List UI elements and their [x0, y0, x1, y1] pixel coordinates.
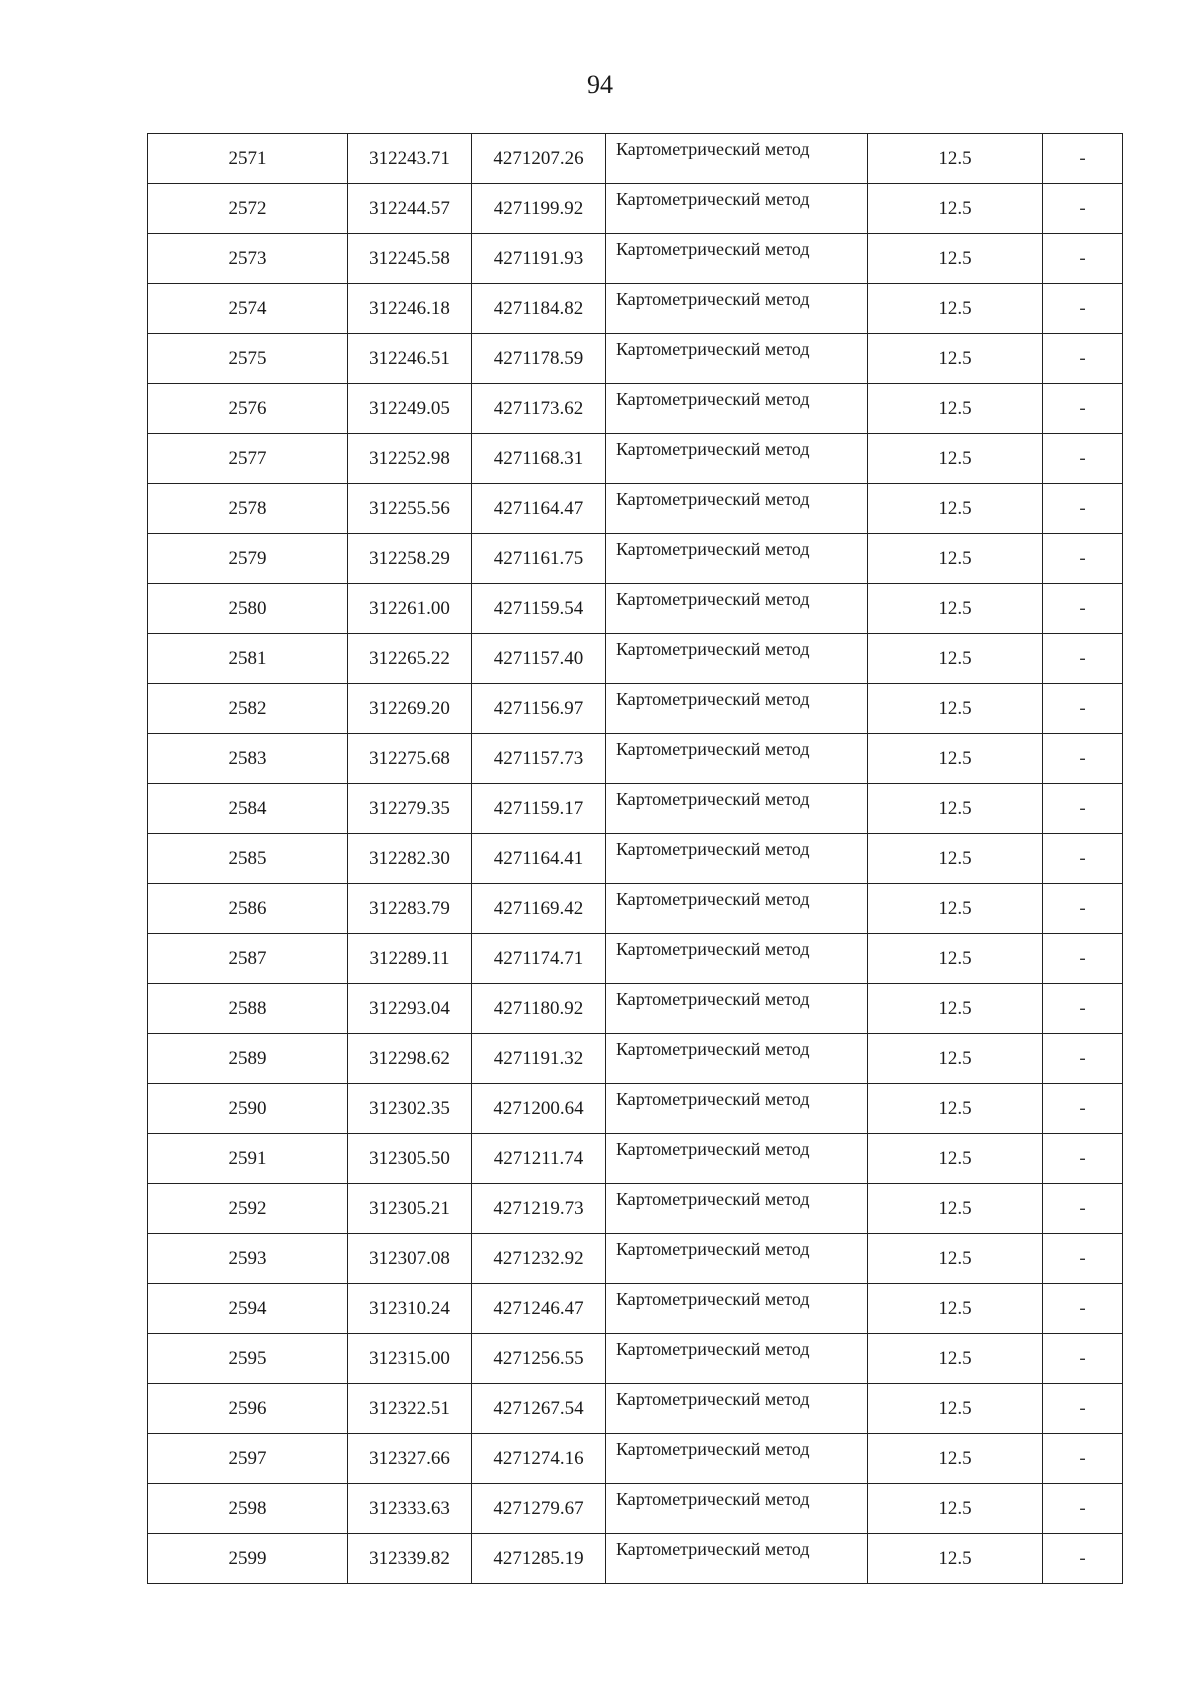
accuracy-cell: 12.5: [868, 134, 1043, 184]
table-row: [148, 784, 1123, 834]
y-coordinate-cell: 4271159.17: [472, 784, 606, 834]
accuracy-cell: 12.5: [868, 484, 1043, 534]
y-coordinate-cell: 4271164.41: [472, 834, 606, 884]
method-cell: Картометрический метод: [606, 184, 868, 234]
accuracy-cell: 12.5: [868, 584, 1043, 634]
method-cell: Картометрический метод: [606, 234, 868, 284]
note-cell: -: [1043, 284, 1123, 334]
method-cell: Картометрический метод: [606, 384, 868, 434]
method-cell: Картометрический метод: [606, 1284, 868, 1334]
point-number-cell: 2595: [148, 1334, 348, 1384]
accuracy-cell: 12.5: [868, 334, 1043, 384]
point-number-cell: 2586: [148, 884, 348, 934]
x-coordinate-cell: 312322.51: [348, 1384, 472, 1434]
note-cell: -: [1043, 784, 1123, 834]
accuracy-cell: 12.5: [868, 1134, 1043, 1184]
x-coordinate-cell: 312339.82: [348, 1534, 472, 1584]
point-number-cell: 2592: [148, 1184, 348, 1234]
note-cell: -: [1043, 1084, 1123, 1134]
method-cell: Картометрический метод: [606, 984, 868, 1034]
point-number-cell: 2594: [148, 1284, 348, 1334]
note-cell: -: [1043, 984, 1123, 1034]
y-coordinate-cell: 4271191.32: [472, 1034, 606, 1084]
method-cell: Картометрический метод: [606, 484, 868, 534]
y-coordinate-cell: 4271232.92: [472, 1234, 606, 1284]
point-number-cell: 2587: [148, 934, 348, 984]
point-number-cell: 2591: [148, 1134, 348, 1184]
table-row: [148, 934, 1123, 984]
y-coordinate-cell: 4271279.67: [472, 1484, 606, 1534]
accuracy-cell: 12.5: [868, 784, 1043, 834]
accuracy-cell: 12.5: [868, 984, 1043, 1034]
x-coordinate-cell: 312310.24: [348, 1284, 472, 1334]
x-coordinate-cell: 312315.00: [348, 1334, 472, 1384]
method-cell: Картометрический метод: [606, 734, 868, 784]
note-cell: -: [1043, 1384, 1123, 1434]
x-coordinate-cell: 312245.58: [348, 234, 472, 284]
table-row: [148, 1484, 1123, 1534]
method-cell: Картометрический метод: [606, 1534, 868, 1584]
y-coordinate-cell: 4271161.75: [472, 534, 606, 584]
x-coordinate-cell: 312298.62: [348, 1034, 472, 1084]
table-row: [148, 834, 1123, 884]
note-cell: -: [1043, 1234, 1123, 1284]
y-coordinate-cell: 4271246.47: [472, 1284, 606, 1334]
note-cell: -: [1043, 134, 1123, 184]
y-coordinate-cell: 4271184.82: [472, 284, 606, 334]
note-cell: -: [1043, 534, 1123, 584]
method-cell: Картометрический метод: [606, 684, 868, 734]
accuracy-cell: 12.5: [868, 1084, 1043, 1134]
method-cell: Картометрический метод: [606, 1084, 868, 1134]
note-cell: -: [1043, 884, 1123, 934]
y-coordinate-cell: 4271274.16: [472, 1434, 606, 1484]
x-coordinate-cell: 312282.30: [348, 834, 472, 884]
method-cell: Картометрический метод: [606, 884, 868, 934]
accuracy-cell: 12.5: [868, 284, 1043, 334]
table-row: [148, 484, 1123, 534]
table-row: [148, 884, 1123, 934]
note-cell: -: [1043, 434, 1123, 484]
note-cell: -: [1043, 1184, 1123, 1234]
method-cell: Картометрический метод: [606, 334, 868, 384]
table-row: [148, 684, 1123, 734]
method-cell: Картометрический метод: [606, 584, 868, 634]
note-cell: -: [1043, 184, 1123, 234]
y-coordinate-cell: 4271256.55: [472, 1334, 606, 1384]
method-cell: Картометрический метод: [606, 784, 868, 834]
note-cell: -: [1043, 684, 1123, 734]
y-coordinate-cell: 4271157.73: [472, 734, 606, 784]
x-coordinate-cell: 312252.98: [348, 434, 472, 484]
table-row: [148, 1534, 1123, 1584]
x-coordinate-cell: 312289.11: [348, 934, 472, 984]
point-number-cell: 2582: [148, 684, 348, 734]
accuracy-cell: 12.5: [868, 834, 1043, 884]
note-cell: -: [1043, 484, 1123, 534]
accuracy-cell: 12.5: [868, 534, 1043, 584]
x-coordinate-cell: 312327.66: [348, 1434, 472, 1484]
note-cell: -: [1043, 834, 1123, 884]
accuracy-cell: 12.5: [868, 1334, 1043, 1384]
note-cell: -: [1043, 334, 1123, 384]
x-coordinate-cell: 312333.63: [348, 1484, 472, 1534]
method-cell: Картометрический метод: [606, 834, 868, 884]
accuracy-cell: 12.5: [868, 434, 1043, 484]
x-coordinate-cell: 312255.56: [348, 484, 472, 534]
accuracy-cell: 12.5: [868, 1534, 1043, 1584]
point-number-cell: 2597: [148, 1434, 348, 1484]
point-number-cell: 2572: [148, 184, 348, 234]
y-coordinate-cell: 4271159.54: [472, 584, 606, 634]
accuracy-cell: 12.5: [868, 1384, 1043, 1434]
point-number-cell: 2581: [148, 634, 348, 684]
point-number-cell: 2575: [148, 334, 348, 384]
table-row: [148, 284, 1123, 334]
point-number-cell: 2571: [148, 134, 348, 184]
point-number-cell: 2589: [148, 1034, 348, 1084]
note-cell: -: [1043, 1484, 1123, 1534]
y-coordinate-cell: 4271180.92: [472, 984, 606, 1034]
note-cell: -: [1043, 934, 1123, 984]
note-cell: -: [1043, 1334, 1123, 1384]
table-row: [148, 1334, 1123, 1384]
method-cell: Картометрический метод: [606, 434, 868, 484]
note-cell: -: [1043, 1534, 1123, 1584]
y-coordinate-cell: 4271174.71: [472, 934, 606, 984]
y-coordinate-cell: 4271267.54: [472, 1384, 606, 1434]
x-coordinate-cell: 312249.05: [348, 384, 472, 434]
x-coordinate-cell: 312283.79: [348, 884, 472, 934]
y-coordinate-cell: 4271178.59: [472, 334, 606, 384]
note-cell: -: [1043, 384, 1123, 434]
accuracy-cell: 12.5: [868, 184, 1043, 234]
table-row: [148, 384, 1123, 434]
accuracy-cell: 12.5: [868, 734, 1043, 784]
method-cell: Картометрический метод: [606, 1434, 868, 1484]
table-row: [148, 584, 1123, 634]
note-cell: -: [1043, 584, 1123, 634]
x-coordinate-cell: 312275.68: [348, 734, 472, 784]
page-number: 94: [587, 70, 613, 99]
point-number-cell: 2573: [148, 234, 348, 284]
point-number-cell: 2596: [148, 1384, 348, 1434]
x-coordinate-cell: 312305.21: [348, 1184, 472, 1234]
table-row: [148, 134, 1123, 184]
table-row: [148, 734, 1123, 784]
point-number-cell: 2583: [148, 734, 348, 784]
x-coordinate-cell: 312243.71: [348, 134, 472, 184]
point-number-cell: 2598: [148, 1484, 348, 1534]
y-coordinate-cell: 4271157.40: [472, 634, 606, 684]
method-cell: Картометрический метод: [606, 1234, 868, 1284]
table-row: [148, 1084, 1123, 1134]
point-number-cell: 2576: [148, 384, 348, 434]
method-cell: Картометрический метод: [606, 1384, 868, 1434]
coordinates-table: [147, 133, 1123, 1584]
method-cell: Картометрический метод: [606, 1134, 868, 1184]
accuracy-cell: 12.5: [868, 234, 1043, 284]
method-cell: Картометрический метод: [606, 284, 868, 334]
table-row: [148, 984, 1123, 1034]
note-cell: -: [1043, 234, 1123, 284]
table-row: [148, 434, 1123, 484]
y-coordinate-cell: 4271200.64: [472, 1084, 606, 1134]
x-coordinate-cell: 312302.35: [348, 1084, 472, 1134]
x-coordinate-cell: 312244.57: [348, 184, 472, 234]
x-coordinate-cell: 312246.18: [348, 284, 472, 334]
note-cell: -: [1043, 1034, 1123, 1084]
table-row: [148, 334, 1123, 384]
y-coordinate-cell: 4271219.73: [472, 1184, 606, 1234]
accuracy-cell: 12.5: [868, 634, 1043, 684]
accuracy-cell: 12.5: [868, 1234, 1043, 1284]
y-coordinate-cell: 4271156.97: [472, 684, 606, 734]
accuracy-cell: 12.5: [868, 1184, 1043, 1234]
note-cell: -: [1043, 1284, 1123, 1334]
x-coordinate-cell: 312269.20: [348, 684, 472, 734]
method-cell: Картометрический метод: [606, 134, 868, 184]
x-coordinate-cell: 312279.35: [348, 784, 472, 834]
x-coordinate-cell: 312305.50: [348, 1134, 472, 1184]
y-coordinate-cell: 4271199.92: [472, 184, 606, 234]
x-coordinate-cell: 312265.22: [348, 634, 472, 684]
x-coordinate-cell: 312258.29: [348, 534, 472, 584]
y-coordinate-cell: 4271191.93: [472, 234, 606, 284]
table-row: [148, 234, 1123, 284]
y-coordinate-cell: 4271285.19: [472, 1534, 606, 1584]
accuracy-cell: 12.5: [868, 684, 1043, 734]
accuracy-cell: 12.5: [868, 1284, 1043, 1334]
table-row: [148, 184, 1123, 234]
accuracy-cell: 12.5: [868, 1034, 1043, 1084]
point-number-cell: 2584: [148, 784, 348, 834]
table-row: [148, 1034, 1123, 1084]
table-row: [148, 1284, 1123, 1334]
note-cell: -: [1043, 1134, 1123, 1184]
note-cell: -: [1043, 734, 1123, 784]
y-coordinate-cell: 4271211.74: [472, 1134, 606, 1184]
accuracy-cell: 12.5: [868, 934, 1043, 984]
method-cell: Картометрический метод: [606, 1484, 868, 1534]
method-cell: Картометрический метод: [606, 934, 868, 984]
x-coordinate-cell: 312261.00: [348, 584, 472, 634]
point-number-cell: 2579: [148, 534, 348, 584]
table-row: [148, 1234, 1123, 1284]
point-number-cell: 2590: [148, 1084, 348, 1134]
point-number-cell: 2599: [148, 1534, 348, 1584]
accuracy-cell: 12.5: [868, 384, 1043, 434]
y-coordinate-cell: 4271207.26: [472, 134, 606, 184]
method-cell: Картометрический метод: [606, 1034, 868, 1084]
y-coordinate-cell: 4271168.31: [472, 434, 606, 484]
table-row: [148, 534, 1123, 584]
table-row: [148, 1134, 1123, 1184]
point-number-cell: 2593: [148, 1234, 348, 1284]
y-coordinate-cell: 4271164.47: [472, 484, 606, 534]
table-row: [148, 1184, 1123, 1234]
note-cell: -: [1043, 634, 1123, 684]
table-body: [148, 134, 1123, 1584]
table-row: [148, 634, 1123, 684]
method-cell: Картометрический метод: [606, 634, 868, 684]
table-row: [148, 1434, 1123, 1484]
x-coordinate-cell: 312246.51: [348, 334, 472, 384]
method-cell: Картометрический метод: [606, 1334, 868, 1384]
point-number-cell: 2574: [148, 284, 348, 334]
point-number-cell: 2577: [148, 434, 348, 484]
point-number-cell: 2580: [148, 584, 348, 634]
x-coordinate-cell: 312293.04: [348, 984, 472, 1034]
x-coordinate-cell: 312307.08: [348, 1234, 472, 1284]
accuracy-cell: 12.5: [868, 1434, 1043, 1484]
y-coordinate-cell: 4271173.62: [472, 384, 606, 434]
point-number-cell: 2585: [148, 834, 348, 884]
method-cell: Картометрический метод: [606, 534, 868, 584]
point-number-cell: 2578: [148, 484, 348, 534]
method-cell: Картометрический метод: [606, 1184, 868, 1234]
y-coordinate-cell: 4271169.42: [472, 884, 606, 934]
accuracy-cell: 12.5: [868, 1484, 1043, 1534]
point-number-cell: 2588: [148, 984, 348, 1034]
table-row: [148, 1384, 1123, 1434]
note-cell: -: [1043, 1434, 1123, 1484]
accuracy-cell: 12.5: [868, 884, 1043, 934]
